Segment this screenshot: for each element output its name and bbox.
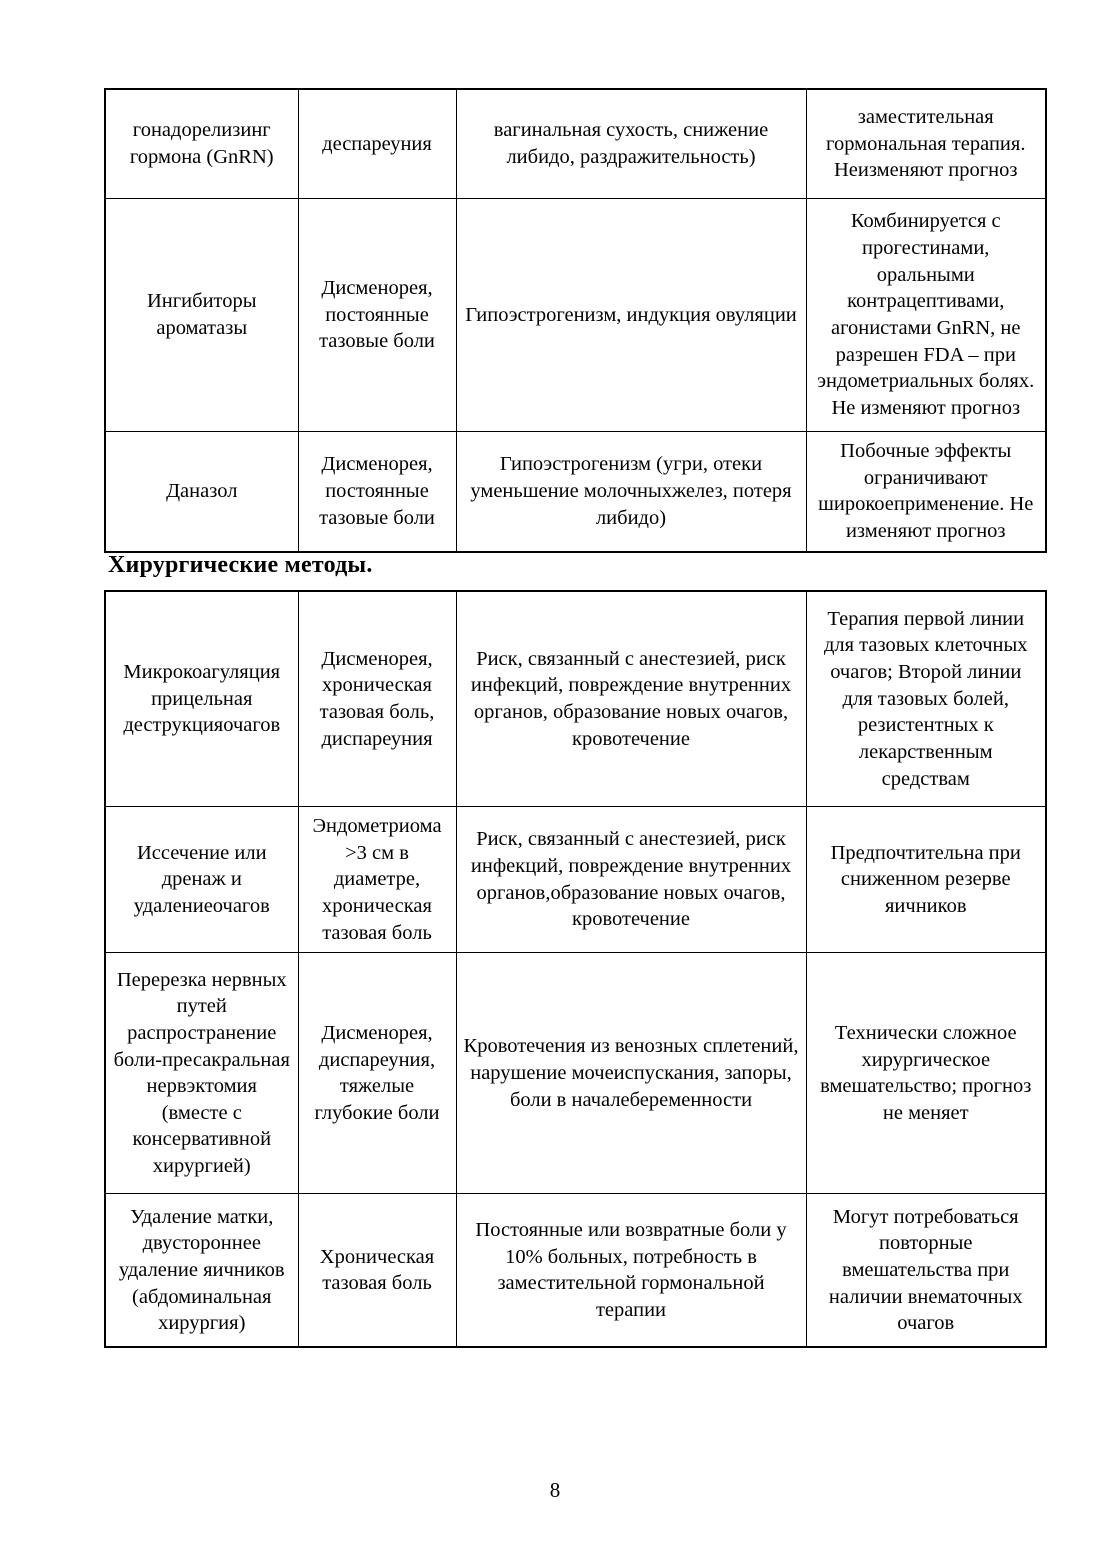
section-heading-surgical-methods: Хирургические методы.	[108, 552, 373, 578]
cell-indication: Дисменорея, диспареуния, тяжелые глубокие боли	[298, 953, 456, 1194]
cell-effects: Кровотечения из венозных сплетений, нарушение мочеиспускания, запоры, боли в началебеременности	[456, 953, 806, 1194]
cell-method: Удаление матки, двустороннее удаление яичников (абдоминальная хирургия)	[105, 1194, 298, 1348]
cell-effects: вагинальная сухость, снижение либидо, раздражительность)	[456, 89, 806, 199]
surgical-methods-table-container	[104, 590, 1047, 1348]
cell-notes: Комбинируется с прогестинами, оральными контрацептивами, агонистами GnRN, не разрешен FDA – при эндометриальных болях. Не изменяют прогноз	[806, 199, 1046, 432]
drug-methods-table	[104, 88, 1047, 553]
cell-indication: Дисменорея, хроническая тазовая боль, диспареуния	[298, 591, 456, 807]
cell-method: Ингибиторы ароматазы	[105, 199, 298, 432]
surgical-methods-table	[104, 590, 1047, 1348]
table-row	[105, 953, 1046, 1194]
cell-method: Даназол	[105, 432, 298, 552]
cell-effects: Гипоэстрогенизм, индукция овуляции	[456, 199, 806, 432]
table-row	[105, 591, 1046, 807]
drug-methods-table-container	[104, 88, 1047, 553]
cell-indication: Хроническая тазовая боль	[298, 1194, 456, 1348]
cell-indication: Дисменорея, постоянные тазовые боли	[298, 199, 456, 432]
table-row	[105, 89, 1046, 199]
cell-notes: заместительная гормональная терапия. Неизменяют прогноз	[806, 89, 1046, 199]
cell-method: гонадорелизинг гормона (GnRN)	[105, 89, 298, 199]
table-row	[105, 807, 1046, 953]
cell-method: Перерезка нервных путей распространение боли-пресакральная нервэктомия (вместе с консервативной хирургией)	[105, 953, 298, 1194]
table-row	[105, 199, 1046, 432]
cell-effects: Риск, связанный с анестезией, риск инфекций, повреждение внутренних органов,образование новых очагов, кровотечение	[456, 807, 806, 953]
cell-indication: Эндометриома >3 см в диаметре, хроническая тазовая боль	[298, 807, 456, 953]
table-row	[105, 432, 1046, 552]
cell-effects: Постоянные или возвратные боли у 10% больных, потребность в заместительной гормональной терапии	[456, 1194, 806, 1348]
cell-notes: Могут потребоваться повторные вмешательства при наличии внематочных очагов	[806, 1194, 1046, 1348]
cell-indication: деспареуния	[298, 89, 456, 199]
cell-method: Микрокоагуляция прицельная деструкцияочагов	[105, 591, 298, 807]
cell-notes: Терапия первой линии для тазовых клеточных очагов; Второй линии для тазовых болей, резистентных к лекарственным средствам	[806, 591, 1046, 807]
cell-notes: Предпочтительна при сниженном резерве яичников	[806, 807, 1046, 953]
cell-effects: Риск, связанный с анестезией, риск инфекций, повреждение внутренних органов, образование новых очагов, кровотечение	[456, 591, 806, 807]
cell-notes: Технически сложное хирургическое вмешательство; прогноз не меняет	[806, 953, 1046, 1194]
cell-method: Иссечение или дренаж и удалениеочагов	[105, 807, 298, 953]
cell-notes: Побочные эффекты ограничивают широкоеприменение. Не изменяют прогноз	[806, 432, 1046, 552]
cell-indication: Дисменорея, постоянные тазовые боли	[298, 432, 456, 552]
page-number: 8	[549, 1478, 561, 1502]
table-row	[105, 1194, 1046, 1348]
cell-effects: Гипоэстрогенизм (угри, отеки уменьшение молочныхжелез, потеря либидо)	[456, 432, 806, 552]
